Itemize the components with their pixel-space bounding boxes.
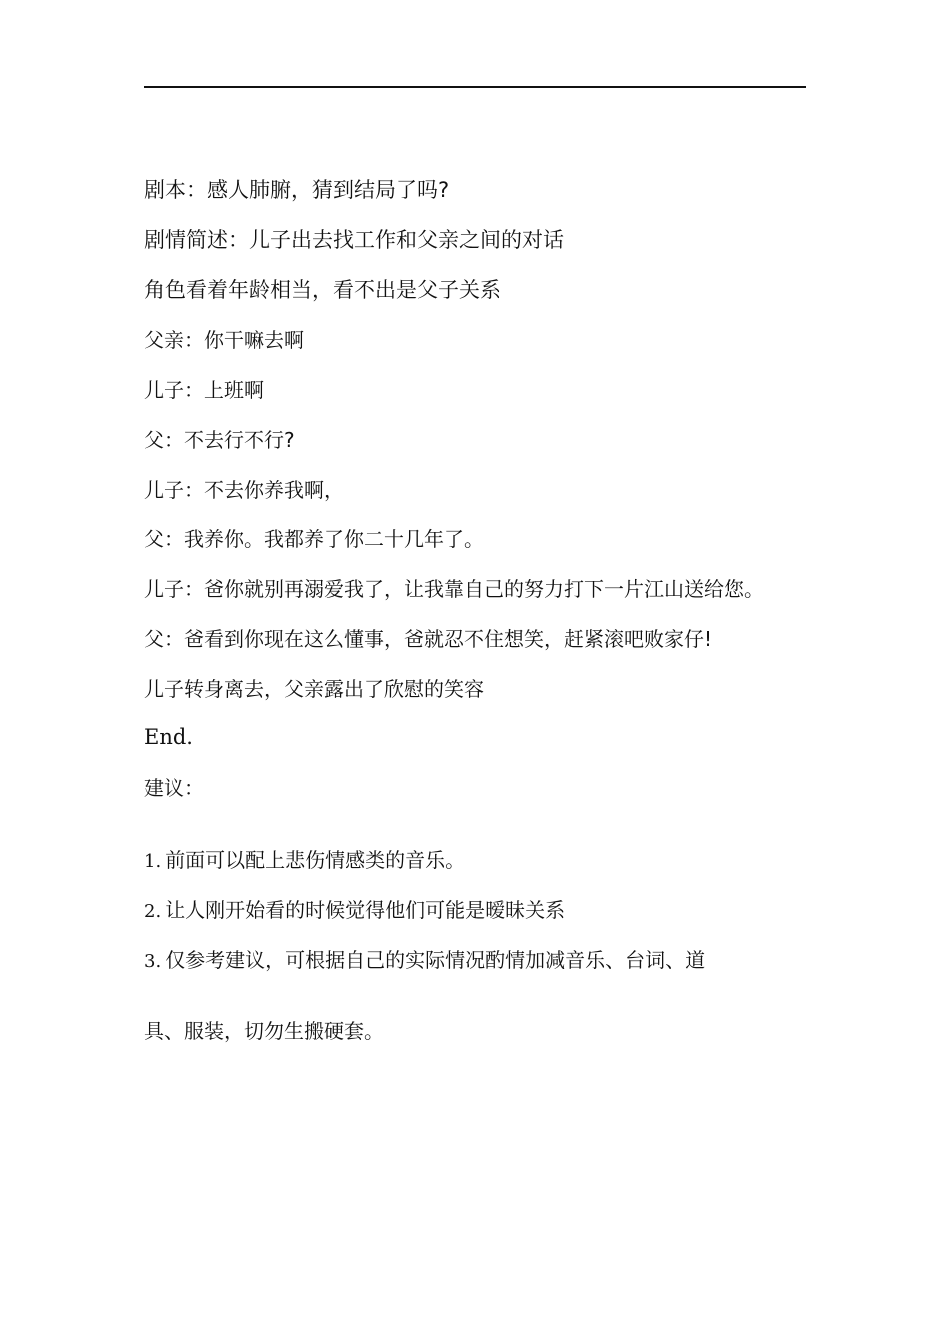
dialogue-line: 父：我养你。我都养了你二十几年了。 bbox=[144, 527, 484, 551]
dialogue-line: 父：爸看到你现在这么懂事，爸就忍不住想笑，赶紧滚吧败家仔! bbox=[144, 627, 713, 651]
suggestion-text: 让人刚开始看的时候觉得他们可能是暧昧关系 bbox=[165, 898, 566, 922]
dialogue-line: 儿子：爸你就别再溺爱我了，让我靠自己的努力打下一片江山送给您。 bbox=[144, 577, 764, 601]
dialogue-line: 儿子：不去你养我啊， bbox=[144, 478, 344, 502]
suggestion-item bbox=[144, 898, 565, 923]
suggestion-text: 前面可以配上悲伤情感类的音乐。 bbox=[165, 848, 466, 872]
suggestions-heading: 建议： bbox=[144, 776, 204, 800]
dialogue-line: 儿子转身离去，父亲露出了欣慰的笑容 bbox=[144, 677, 484, 701]
suggestion-continuation: 具、服装，切勿生搬硬套。 bbox=[144, 1019, 384, 1043]
suggestion-text: 仅参考建议，可根据自己的实际情况酌情加减音乐、台词、道 bbox=[165, 948, 706, 972]
suggestion-item bbox=[144, 948, 705, 973]
header-rule bbox=[144, 86, 806, 88]
dialogue-line: 父：不去行不行? bbox=[144, 428, 295, 452]
suggestion-item bbox=[144, 848, 465, 873]
dialogue-line: 父亲：你干嘛去啊 bbox=[144, 328, 304, 352]
suggestion-number: 3. bbox=[144, 951, 162, 972]
dialogue-line: 儿子：上班啊 bbox=[144, 378, 264, 402]
end-marker: End. bbox=[144, 725, 193, 749]
suggestion-number: 2. bbox=[144, 901, 162, 922]
role-note: 角色看着年龄相当，看不出是父子关系 bbox=[144, 278, 501, 302]
suggestion-number: 1. bbox=[144, 851, 162, 872]
script-title: 剧本：感人肺腑，猜到结局了吗? bbox=[144, 178, 450, 202]
plot-summary: 剧情简述：儿子出去找工作和父亲之间的对话 bbox=[144, 228, 564, 252]
